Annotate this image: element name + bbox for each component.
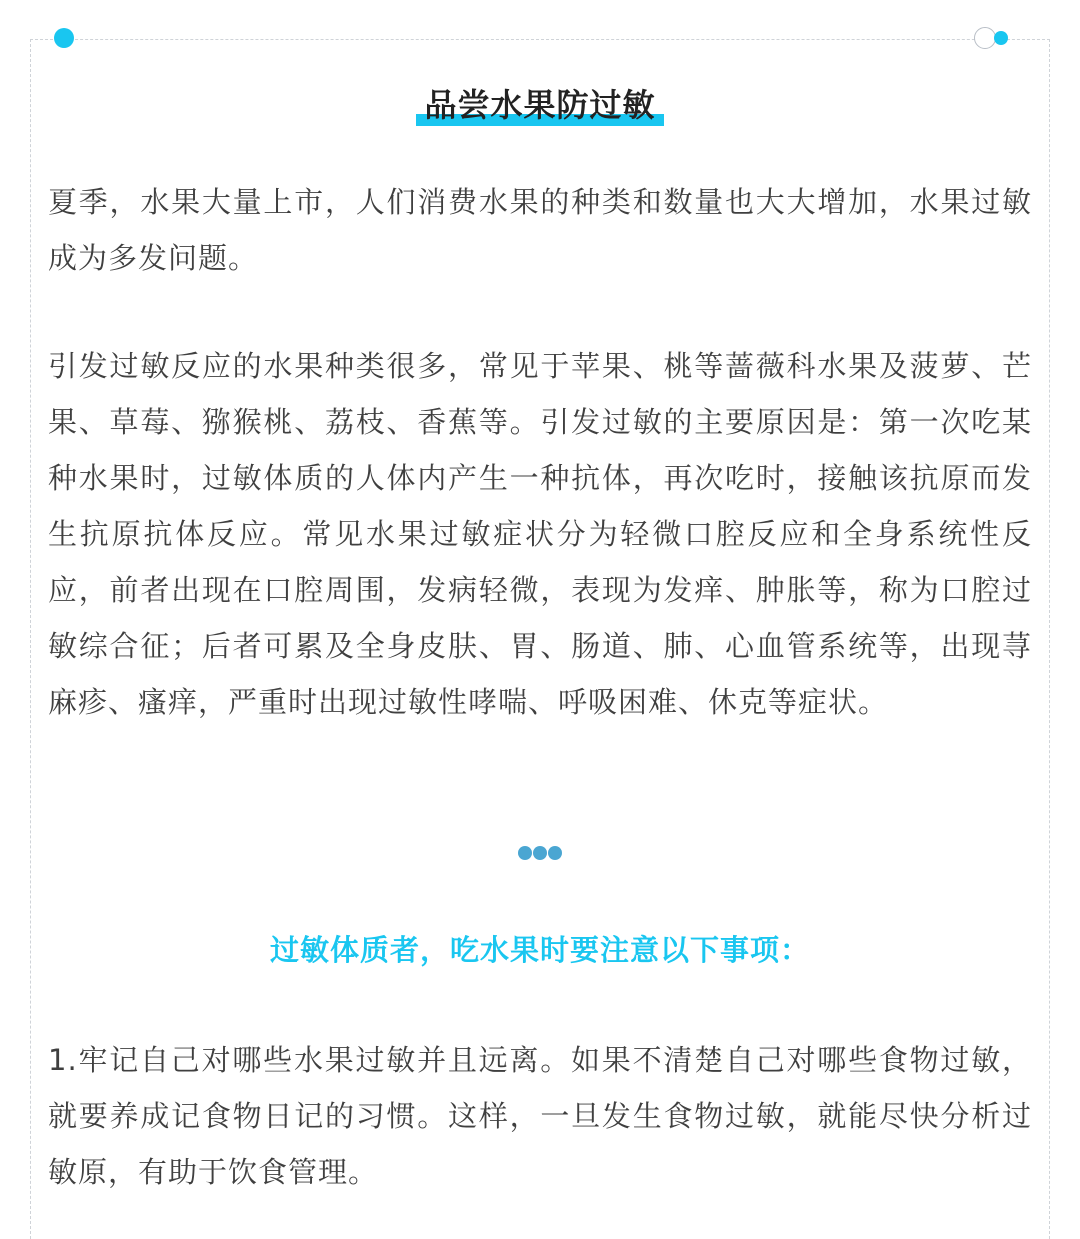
decor-dot-right-icon <box>994 31 1008 45</box>
article-title-text: 品尝水果防过敏 <box>424 86 656 124</box>
paragraph-body: 引发过敏反应的水果种类很多，常见于苹果、桃等蔷薇科水果及菠萝、芒果、草莓、猕猴桃、荔枝、香蕉等。引发过敏的主要原因是：第一次吃某种水果时，过敏体质的人体内产生一种抗体，再次吃时，接触该抗原而发生抗原抗体反应。常见水果过敏症状分为轻微口腔反应和全身系统性反应，前者出现在口腔周围，发病轻微，表现为发痒、肿胀等，称为口腔过敏综合征；后者可累及全身皮肤、胃、肠道、肺、心血管系统等，出现荨麻疹、瘙痒，严重时出现过敏性哮喘、呼吸困难、休克等症状。 <box>48 349 1032 719</box>
separator-dot-icon <box>518 846 532 860</box>
decor-ring-right-icon <box>974 27 996 49</box>
paragraph-intro: 夏季，水果大量上市，人们消费水果的种类和数量也大大增加，水果过敏成为多发问题。 <box>48 185 1032 275</box>
decor-dot-left-icon <box>54 28 74 48</box>
separator-dot-icon <box>548 846 562 860</box>
subheading: 过敏体质者，吃水果时要注意以下事项： <box>269 933 810 967</box>
title-block <box>0 84 1080 126</box>
paragraph-tip-1: 1.牢记自己对哪些水果过敏并且远离。如果不清楚自己对哪些食物过敏，就要养成记食物日记的习惯。这样，一旦发生食物过敏，就能尽快分析过敏原，有助于饮食管理。 <box>48 1043 1032 1189</box>
dots-separator <box>0 845 1080 864</box>
article-title <box>416 84 663 126</box>
separator-dot-icon <box>533 846 547 860</box>
